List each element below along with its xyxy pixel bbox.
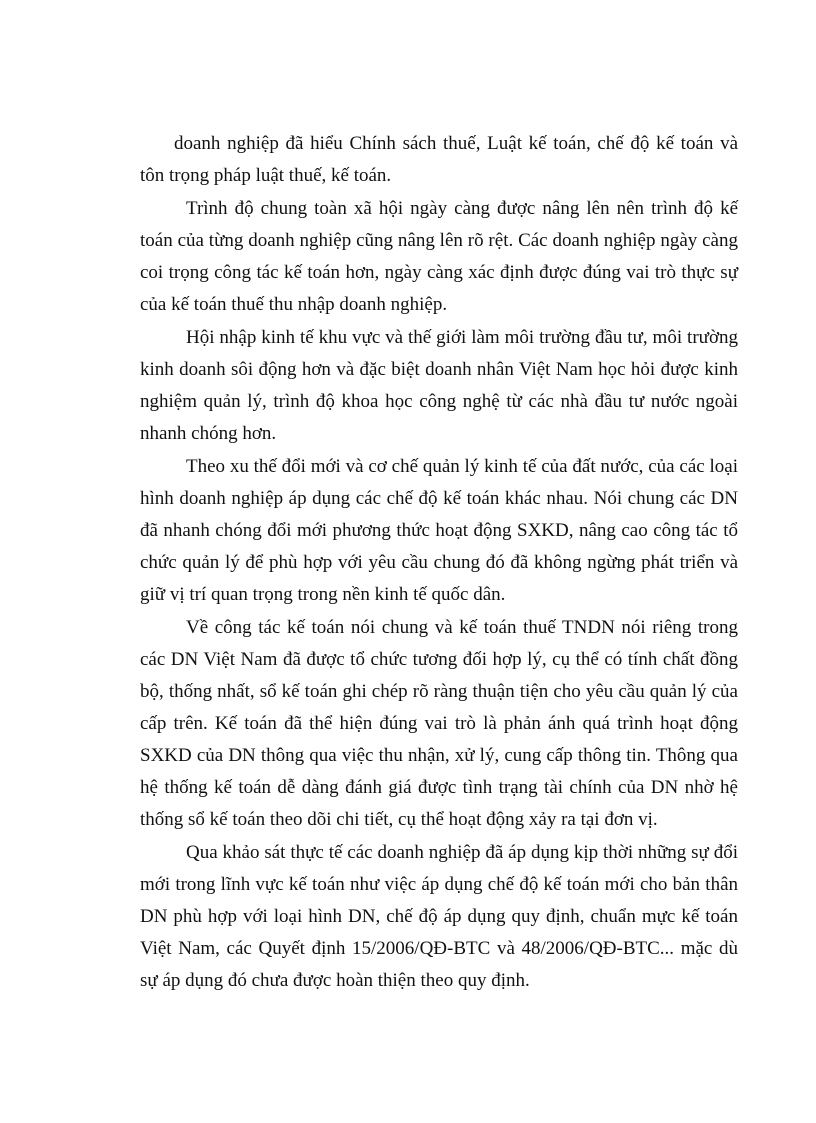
paragraph-4: Theo xu thế đổi mới và cơ chế quản lý kinh tế của đất nước, của các loại hình doanh nghiệp áp dụng các chế độ kế toán khác nhau. Nói chung các DN đã nhanh chóng đổi mới phương thức hoạt động SXKD, nâng cao công tác tổ chức quản lý để phù hợp với yêu cầu chung đó đã không ngừng phát triển và giữ vị trí quan trọng trong nền kinh tế quốc dân. [140, 456, 738, 605]
paragraph-1: doanh nghiệp đã hiểu Chính sách thuế, Luật kế toán, chế độ kế toán và tôn trọng pháp luật thuế, kế toán. [140, 133, 738, 186]
paragraph-5: Về công tác kế toán nói chung và kế toán thuế TNDN nói riêng trong các DN Việt Nam đã được tổ chức tương đối hợp lý, cụ thể có tính chất đồng bộ, thống nhất, sổ kế toán ghi chép rõ ràng thuận tiện cho yêu cầu quản lý của cấp trên. Kế toán đã thể hiện đúng vai trò là phản ánh quá trình hoạt động SXKD của DN thông qua việc thu nhận, xử lý, cung cấp thông tin. Thông qua hệ thống kế toán dễ dàng đánh giá được tình trạng tài chính của DN nhờ hệ thống sổ kế toán theo dõi chi tiết, cụ thể hoạt động xảy ra tại đơn vị. [140, 617, 738, 830]
paragraph-6: Qua khảo sát thực tế các doanh nghiệp đã áp dụng kịp thời những sự đổi mới trong lĩnh vực kế toán như việc áp dụng chế độ kế toán mới cho bản thân DN phù hợp với loại hình DN, chế độ áp dụng quy định, chuẩn mực kế toán Việt Nam, các Quyết định 15/2006/QĐ-BTC và 48/2006/QĐ-BTC... mặc dù sự áp dụng đó chưa được hoàn thiện theo quy định. [140, 842, 738, 991]
paragraph-3: Hội nhập kinh tế khu vực và thế giới làm môi trường đầu tư, môi trường kinh doanh sôi động hơn và đặc biệt doanh nhân Việt Nam học hỏi được kinh nghiệm quản lý, trình độ khoa học công nghệ từ các nhà đầu tư nước ngoài nhanh chóng hơn. [140, 327, 738, 444]
paragraph-2: Trình độ chung toàn xã hội ngày càng được nâng lên nên trình độ kế toán của từng doanh nghiệp cũng nâng lên rõ rệt. Các doanh nghiệp ngày càng coi trọng công tác kế toán hơn, ngày càng xác định được đúng vai trò thực sự của kế toán thuế thu nhập doanh nghiệp. [140, 198, 738, 315]
document-body [140, 128, 738, 998]
